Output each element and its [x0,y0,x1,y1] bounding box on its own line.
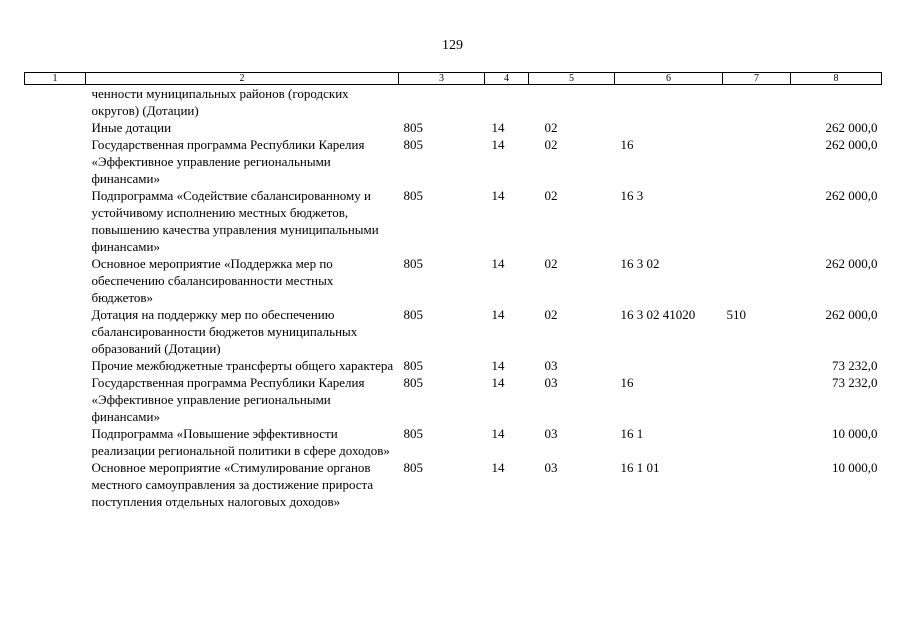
cell-ministry: 805 [403,188,423,203]
cell-subsection: 02 [544,188,558,203]
cell-subsection: 02 [544,137,558,152]
cell-subsection: 03 [544,426,558,441]
cell-name: Подпрограмма «Содействие сбалансированному и устойчивому исполнению местных бюджетов, повышению качества управления муниципальными финансами» [91,188,379,254]
cell-subsection: 02 [544,307,558,322]
cell-expense-type [723,374,791,425]
cell-target-article [615,119,723,136]
cell-expense-type [723,357,791,374]
cell-name: Государственная программа Республики Карелия «Эффективное управление региональными финансами» [91,137,365,186]
cell-name: Дотация на поддержку мер по обеспечению сбалансированности бюджетов муниципальных образований (Дотации) [91,307,358,356]
cell-col-1 [25,425,86,459]
cell-section: 14 [491,375,505,390]
cell-section: 14 [491,307,505,322]
cell-expense-type [723,119,791,136]
cell-ministry: 805 [403,358,423,373]
table-row [25,255,882,306]
cell-target-article: 16 [620,137,634,152]
cell-subsection: 03 [544,375,558,390]
cell-col-1 [25,187,86,255]
header-cell-7: 7 [723,73,791,85]
header-cell-4: 4 [485,73,529,85]
cell-amount: 73 232,0 [832,375,878,390]
cell-col-1 [25,459,86,510]
cell-col-1 [25,119,86,136]
cell-col-1 [25,306,86,357]
page-number: 129 [442,38,463,53]
cell-col-1 [25,357,86,374]
cell-section: 14 [491,426,505,441]
cell-col-1 [25,136,86,187]
cell-expense-type [723,85,791,120]
cell-subsection: 03 [544,358,558,373]
cell-ministry: 805 [403,137,423,152]
cell-target-article: 16 3 02 [620,256,660,271]
cell-amount: 262 000,0 [825,188,878,203]
header-cell-3: 3 [399,73,485,85]
cell-name: Подпрограмма «Повышение эффективности реализации региональной политики в сфере доходов» [91,426,390,458]
cell-subsection: 02 [544,120,558,135]
cell-expense-type [723,136,791,187]
cell-col-1 [25,255,86,306]
table-row [25,306,882,357]
header-cell-1: 1 [25,73,86,85]
cell-target-article [615,85,723,120]
cell-expense-type [723,459,791,510]
cell-ministry [399,85,485,120]
cell-ministry: 805 [403,375,423,390]
cell-expense-type [723,425,791,459]
table-row [25,374,882,425]
table-row [25,85,882,120]
cell-expense-type: 510 [726,307,746,322]
table-row [25,136,882,187]
table-body [25,85,882,511]
cell-name: Прочие межбюджетные трансферты общего характера [91,358,394,373]
cell-amount: 262 000,0 [825,120,878,135]
header-cell-2: 2 [86,73,399,85]
cell-section: 14 [491,188,505,203]
cell-expense-type [723,187,791,255]
cell-name: Иные дотации [91,120,172,135]
table-row [25,187,882,255]
header-cell-8: 8 [791,73,882,85]
budget-table [24,72,882,510]
cell-name: Основное мероприятие «Стимулирование органов местного самоуправления за достижение прироста поступления отдельных налоговых доходов» [91,460,374,509]
cell-section: 14 [491,256,505,271]
cell-col-1 [25,374,86,425]
table-row [25,357,882,374]
cell-amount: 262 000,0 [825,256,878,271]
cell-target-article: 16 1 [620,426,644,441]
cell-target-article: 16 [620,375,634,390]
cell-section: 14 [491,137,505,152]
cell-ministry: 805 [403,256,423,271]
cell-section: 14 [491,120,505,135]
cell-ministry: 805 [403,460,423,475]
cell-expense-type [723,255,791,306]
table-row [25,459,882,510]
cell-target-article: 16 3 02 41020 [620,307,696,322]
cell-section: 14 [491,460,505,475]
cell-target-article: 16 1 01 [620,460,660,475]
header-row [25,73,882,85]
header-cell-6: 6 [615,73,723,85]
cell-subsection: 02 [544,256,558,271]
cell-amount: 10 000,0 [832,460,878,475]
cell-ministry: 805 [403,426,423,441]
cell-name: Государственная программа Республики Карелия «Эффективное управление региональными финансами» [91,375,365,424]
table-row [25,425,882,459]
cell-amount: 262 000,0 [825,137,878,152]
cell-col-1 [25,85,86,120]
cell-amount: 10 000,0 [832,426,878,441]
cell-subsection: 03 [544,460,558,475]
table-row [25,119,882,136]
cell-ministry: 805 [403,307,423,322]
header-cell-5: 5 [529,73,615,85]
cell-section [485,85,529,120]
cell-amount [791,85,882,120]
cell-name: Основное мероприятие «Поддержка мер по обеспечению сбалансированности местных бюджетов» [91,256,334,305]
cell-ministry: 805 [403,120,423,135]
cell-amount: 73 232,0 [832,358,878,373]
cell-subsection [529,85,615,120]
cell-target-article: 16 3 [620,188,644,203]
cell-section: 14 [491,358,505,373]
cell-amount: 262 000,0 [825,307,878,322]
cell-name: ченности муниципальных районов (городских округов) (Дотации) [91,86,349,118]
cell-target-article [615,357,723,374]
